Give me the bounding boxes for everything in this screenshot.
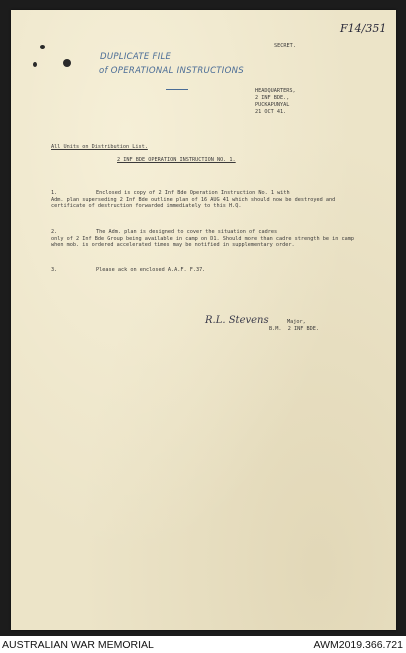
address-line: 2 INF BDE., — [255, 95, 290, 101]
handwritten-note: DUPLICATE FILE — [100, 52, 172, 62]
paragraph-text — [51, 229, 366, 249]
distribution-line: All Units on Distribution List. — [51, 144, 148, 150]
paragraph-first-line: The Adm. plan is designed to cover the situation of cadres — [96, 229, 278, 235]
paragraph-continuation: Adm. plan superseding 2 Inf Bde outline plan of 16 AUG 41 which should now be destroyed and certificate of destruction forwarded immediately to this H.Q. — [51, 196, 336, 210]
paragraph-number: 3. — [51, 267, 58, 273]
punch-hole — [63, 59, 71, 67]
punch-hole — [33, 62, 37, 67]
signoff-title: B.M. 2 INF BDE. — [269, 326, 319, 332]
paragraph-first-line: Enclosed is copy of 2 Inf Bde Operation Instruction No. 1 with — [96, 190, 290, 196]
paragraph-text — [51, 190, 366, 210]
handwritten-note: of OPERATIONAL INSTRUCTIONS — [99, 66, 244, 76]
paragraph-first-line: Please ack on enclosed A.A.F. F.37. — [96, 267, 206, 273]
archive-footer — [0, 636, 406, 653]
document-title: 2 INF BDE OPERATION INSTRUCTION NO. 1. — [117, 157, 236, 163]
footer-institution: AUSTRALIAN WAR MEMORIAL — [2, 639, 154, 651]
paragraph — [51, 190, 366, 220]
document-page — [11, 10, 396, 630]
signoff-rank: Major, — [287, 319, 306, 325]
paragraph-text — [96, 267, 366, 274]
handwritten-underline — [166, 89, 188, 90]
date-line: 21 OCT 41. — [255, 109, 287, 115]
paragraph-number: 2. — [51, 229, 58, 235]
paragraph-number: 1. — [51, 190, 58, 196]
paragraph — [51, 267, 366, 275]
signature: R.L. Stevens — [205, 315, 269, 326]
footer-accession-number: AWM2019.366.721 — [313, 639, 403, 651]
classification-label: SECRET. — [274, 43, 296, 49]
address-line: PUCKAPUNYAL — [255, 102, 290, 108]
paragraph — [51, 229, 366, 259]
folio-number: F14/351 — [340, 22, 387, 35]
punch-hole — [40, 45, 45, 49]
address-line: HEADQUARTERS, — [255, 88, 296, 94]
paragraph-continuation: only of 2 Inf Bde Group being available in camp on D1. Should more than cadre strength be in camp when mob. is ordered accelerated times may be notified in supplementary order. — [51, 235, 354, 249]
